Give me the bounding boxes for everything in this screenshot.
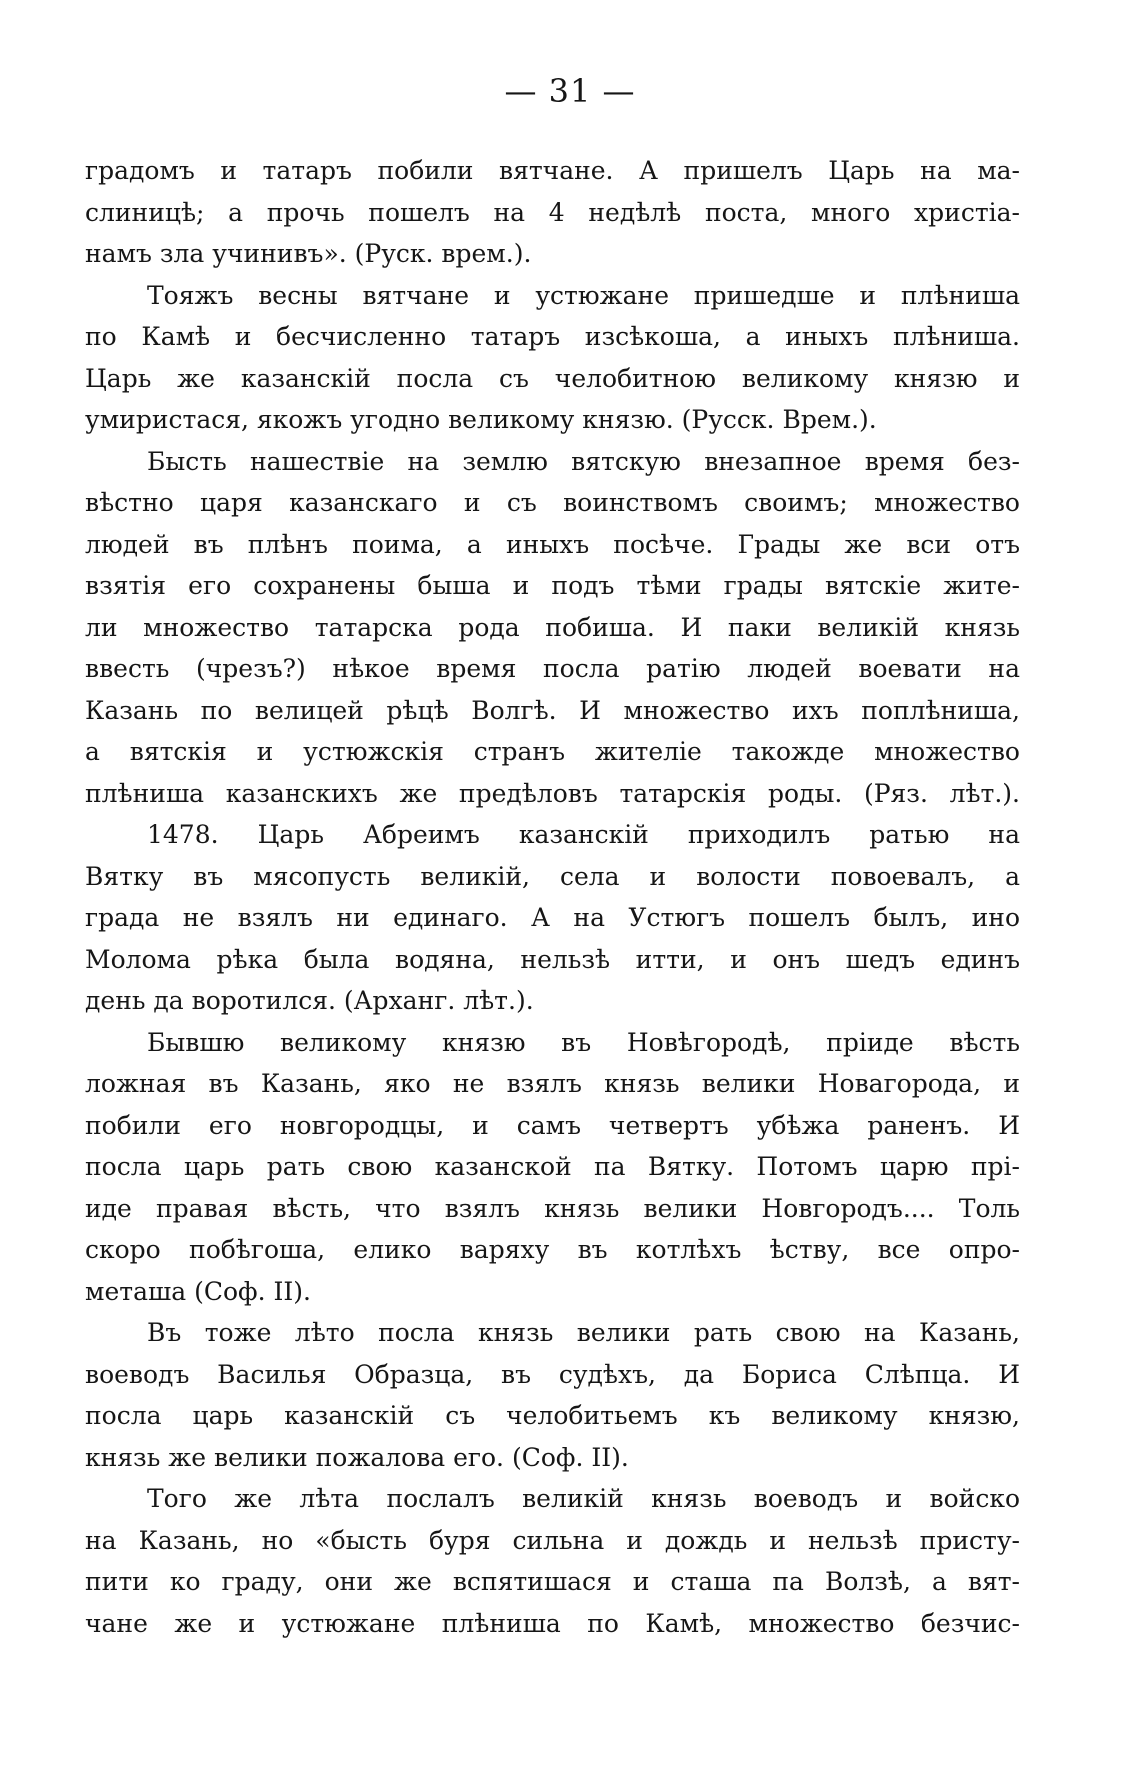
text-line: Казань по велицей рѣцѣ Волгѣ. И множество ихъ поплѣниша, — [85, 695, 1020, 725]
paragraph — [85, 1312, 1020, 1478]
text-line: князь же велики пожалова его. (Соф. II). — [85, 1442, 629, 1472]
text-line: скоро побѣгоша, елико варяху въ котлѣхъ ѣству, все опро- — [85, 1235, 1020, 1264]
body-text — [85, 150, 1020, 1644]
text-line: меташа (Соф. II). — [85, 1276, 311, 1306]
text-line: взятія его сохранены быша и подъ тѣми грады вятскіе жите- — [85, 571, 1020, 600]
paragraph — [85, 441, 1020, 815]
text-line: людей въ плѣнъ поима, а иныхъ посѣче. Грады же вси отъ — [85, 529, 1020, 559]
paragraph — [85, 150, 1020, 275]
text-line: ли множество татарска рода побиша. И паки великій князь — [85, 612, 1020, 642]
text-line: посла царь казанскій съ челобитьемъ къ великому князю, — [85, 1401, 1020, 1430]
text-line: ложная въ Казань, яко не взялъ князь велики Новагорода, и — [85, 1069, 1020, 1098]
text-line: Вятку въ мясопусть великій, села и волости повоевалъ, а — [85, 861, 1020, 891]
text-line: по Камѣ и бесчисленно татаръ изсѣкоша, а иныхъ плѣниша. — [85, 322, 1020, 351]
paragraph — [85, 1022, 1020, 1313]
paragraph — [85, 1478, 1020, 1644]
text-line: вѣстно царя казанскаго и съ воинствомъ своимъ; множество — [85, 488, 1020, 517]
text-line: градомъ и татаръ побили вятчане. А пришелъ Царь на ма- — [85, 156, 1020, 185]
text-line: Бывшю великому князю въ Новѣгородѣ, пріиде вѣсть — [147, 1027, 1020, 1057]
text-line: день да воротился. (Арханг. лѣт.). — [85, 986, 534, 1015]
text-line: воеводъ Василья Образца, въ судѣхъ, да Бориса Слѣпца. И — [85, 1359, 1020, 1389]
text-line: намъ зла учинивъ». (Руск. врем.). — [85, 239, 532, 268]
text-line: Царь же казанскій посла съ челобитною великому князю и — [85, 363, 1020, 393]
paragraph — [85, 275, 1020, 441]
text-line: чане же и устюжане плѣниша по Камѣ, множество безчис- — [85, 1608, 1020, 1638]
text-line: на Казань, но «бысть буря сильна и дождь и нельзѣ присту- — [85, 1525, 1020, 1555]
text-line: Бысть нашествіе на землю вятскую внезапное время без- — [147, 446, 1020, 476]
text-line: града не взялъ ни единаго. А на Устюгъ пошелъ былъ, ино — [85, 903, 1020, 932]
text-line: Тояжъ весны вятчане и устюжане пришедше и плѣниша — [147, 280, 1020, 310]
text-line: умиристася, якожъ угодно великому князю. (Русск. Врем.). — [85, 405, 877, 434]
text-line: ввесть (чрезъ?) нѣкое время посла ратію людей воевати на — [85, 654, 1020, 683]
text-line: слиницѣ; а прочь пошелъ на 4 недѣлѣ поста, много христіа- — [85, 197, 1020, 227]
text-line: побили его новгородцы, и самъ четвертъ убѣжа раненъ. И — [85, 1110, 1020, 1140]
text-line: Молома рѣка была водяна, нельзѣ итти, и онъ шедъ единъ — [85, 944, 1020, 974]
text-line: Въ тоже лѣто посла князь велики рать свою на Казань, — [147, 1318, 1020, 1347]
page-number: — 31 — — [504, 72, 636, 110]
text-line: Того же лѣта послалъ великій князь воеводъ и войско — [147, 1484, 1020, 1513]
text-line: 1478. Царь Абреимъ казанскій приходилъ ратью на — [147, 820, 1020, 849]
paragraph — [85, 814, 1020, 1022]
text-line: иде правая вѣсть, что взялъ князь велики Новгородъ.... Толь — [85, 1193, 1020, 1223]
text-line: посла царь рать свою казанской па Вятку. Потомъ царю прі- — [85, 1152, 1020, 1181]
text-line: а вятскія и устюжскія странъ жителіе такожде множество — [85, 737, 1020, 766]
text-line: плѣниша казанскихъ же предѣловъ татарскія роды. (Ряз. лѣт.). — [85, 778, 1020, 808]
text-line: пити ко граду, они же вспятишася и сташа па Волзѣ, а вят- — [85, 1567, 1020, 1596]
